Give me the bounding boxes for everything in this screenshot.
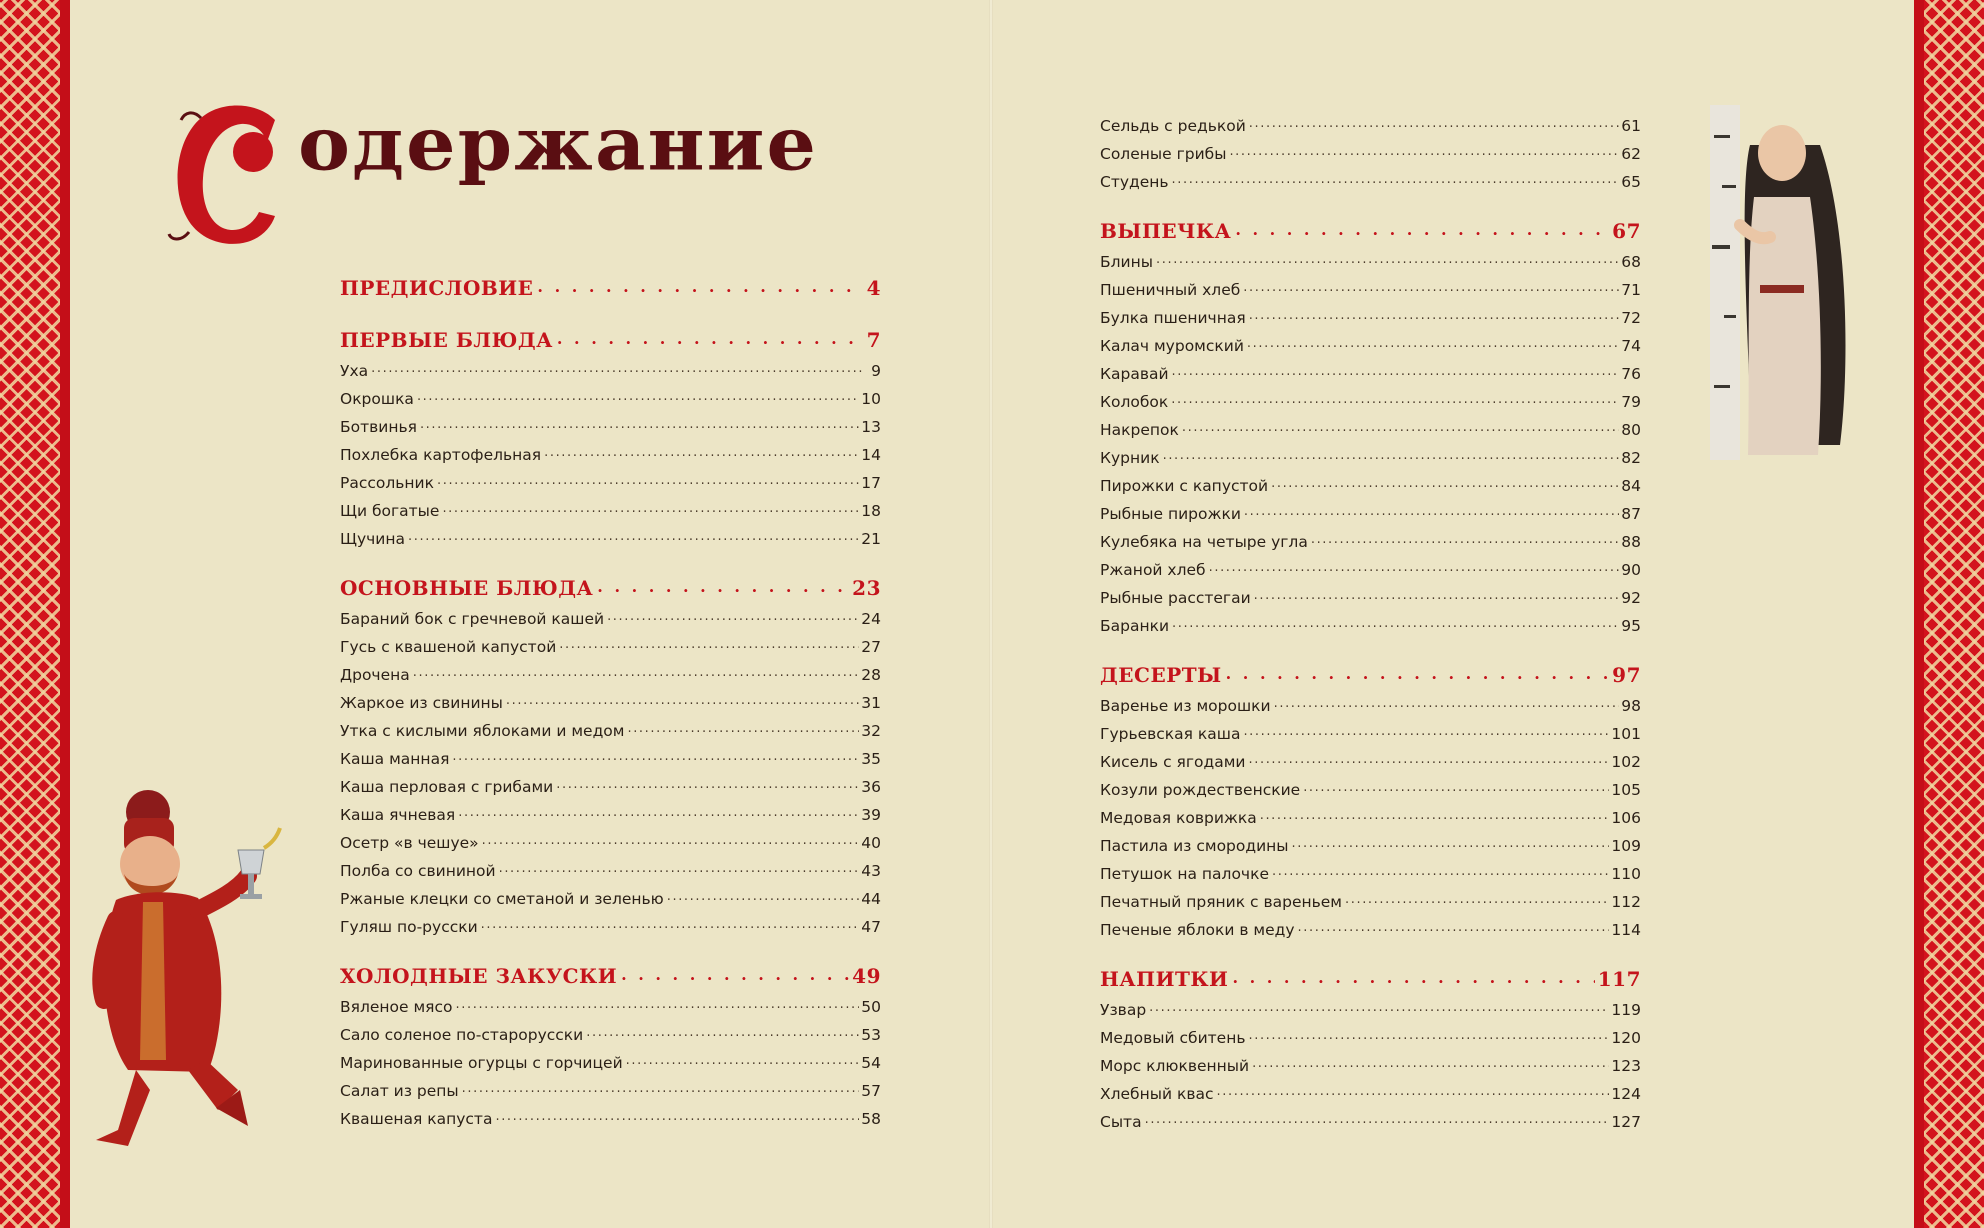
toc-section-left-2[interactable] xyxy=(340,568,881,600)
toc-entry-name: Кисель с ягодами xyxy=(1100,753,1246,771)
toc-entry-page: 120 xyxy=(1611,1029,1641,1047)
toc-entry-page: 79 xyxy=(1621,393,1641,411)
toc-entry-name: Баранки xyxy=(1100,617,1170,635)
toc-entry-page: 82 xyxy=(1621,449,1641,467)
toc-section-right-2[interactable] xyxy=(1100,959,1641,991)
toc-entry-name: Пирожки с капустой xyxy=(1100,477,1269,495)
toc-entry-page: 114 xyxy=(1611,921,1641,939)
toc-entry-page: 28 xyxy=(861,666,881,684)
toc-entry-right-top-2[interactable] xyxy=(1100,163,1641,191)
toc-entry-page: 105 xyxy=(1611,781,1641,799)
toc-entry-page: 98 xyxy=(1621,697,1641,715)
toc-entry-left-2-3[interactable] xyxy=(340,684,881,712)
toc-entry-name: Кулебяка на четыре угла xyxy=(1100,533,1308,551)
toc-entry-name: Каравай xyxy=(1100,365,1169,383)
toc-section-left-0[interactable] xyxy=(340,268,881,300)
toc-entry-page: 13 xyxy=(861,418,881,436)
toc-section-page: 49 xyxy=(852,964,881,988)
toc-entry-left-2-10[interactable] xyxy=(340,880,881,908)
toc-entry-left-2-1[interactable] xyxy=(340,628,881,656)
dot-leader xyxy=(667,889,860,904)
dot-leader xyxy=(1235,220,1609,239)
toc-entry-page: 87 xyxy=(1621,505,1641,523)
toc-entry-left-1-5[interactable] xyxy=(340,492,881,520)
dot-leader xyxy=(1172,616,1619,631)
toc-entry-name: Варенье из морошки xyxy=(1100,697,1271,715)
toc-entry-name: Гусь с квашеной капустой xyxy=(340,638,557,656)
toc-entry-right-2-1[interactable] xyxy=(1100,1019,1641,1047)
dot-leader xyxy=(1226,664,1610,683)
toc-entry-page: 27 xyxy=(861,638,881,656)
toc-entry-right-0-6[interactable] xyxy=(1100,411,1641,439)
toc-entry-right-0-0[interactable] xyxy=(1100,243,1641,271)
toc-entry-name: Каша манная xyxy=(340,750,450,768)
dot-leader xyxy=(1209,560,1620,575)
toc-left-column xyxy=(340,268,881,1128)
toc-entry-right-top-0[interactable] xyxy=(1100,107,1641,135)
toc-section-title: ПРЕДИСЛОВИЕ xyxy=(340,276,534,300)
toc-entry-page: 110 xyxy=(1611,865,1641,883)
section-gap xyxy=(340,548,881,568)
toc-entry-right-1-4[interactable] xyxy=(1100,799,1641,827)
dot-leader xyxy=(1249,116,1619,131)
toc-entry-page: 119 xyxy=(1611,1001,1641,1019)
toc-entry-page: 95 xyxy=(1621,617,1641,635)
dot-leader xyxy=(1244,504,1619,519)
toc-entry-left-2-4[interactable] xyxy=(340,712,881,740)
dot-leader xyxy=(1249,308,1620,323)
dot-leader xyxy=(1274,696,1620,711)
dot-leader xyxy=(1303,780,1609,795)
toc-entry-name: Студень xyxy=(1100,173,1169,191)
toc-entry-name: Медовая коврижка xyxy=(1100,809,1257,827)
toc-section-title: ВЫПЕЧКА xyxy=(1100,219,1232,243)
toc-entry-page: 40 xyxy=(861,834,881,852)
dot-leader xyxy=(627,721,859,736)
toc-entry-page: 80 xyxy=(1621,421,1641,439)
toc-entry-page: 90 xyxy=(1621,561,1641,579)
toc-entry-name: Сельдь с редькой xyxy=(1100,117,1246,135)
right-ornament-border xyxy=(1914,0,1984,1228)
toc-entry-page: 9 xyxy=(871,362,881,380)
toc-entry-left-1-0[interactable] xyxy=(340,352,881,380)
dot-leader xyxy=(1260,808,1610,823)
toc-entry-left-3-0[interactable] xyxy=(340,988,881,1016)
toc-entry-page: 54 xyxy=(861,1054,881,1072)
dot-leader xyxy=(586,1025,859,1040)
dot-leader xyxy=(544,445,859,460)
toc-entry-right-0-2[interactable] xyxy=(1100,299,1641,327)
dot-leader xyxy=(1163,448,1620,463)
toc-entry-name: Рыбные пирожки xyxy=(1100,505,1241,523)
toc-entry-page: 124 xyxy=(1611,1085,1641,1103)
section-gap xyxy=(340,300,881,320)
toc-section-title: ДЕСЕРТЫ xyxy=(1100,663,1222,687)
toc-entry-page: 32 xyxy=(861,722,881,740)
toc-entry-left-2-6[interactable] xyxy=(340,768,881,796)
dot-leader xyxy=(371,361,865,376)
toc-entry-name: Хлебный квас xyxy=(1100,1085,1214,1103)
toc-section-page: 117 xyxy=(1597,967,1641,991)
maiden-with-birch-illustration xyxy=(1700,105,1850,460)
toc-entry-page: 31 xyxy=(861,694,881,712)
toc-entry-name: Курник xyxy=(1100,449,1160,467)
toc-entry-right-0-4[interactable] xyxy=(1100,355,1641,383)
toc-entry-left-3-1[interactable] xyxy=(340,1016,881,1044)
toc-entry-name: Уха xyxy=(340,362,369,380)
toc-entry-right-0-12[interactable] xyxy=(1100,579,1641,607)
toc-entry-right-top-1[interactable] xyxy=(1100,135,1641,163)
dot-leader xyxy=(495,1109,859,1124)
toc-entry-name: Ботвинья xyxy=(340,418,417,436)
toc-section-title: ОСНОВНЫЕ БЛЮДА xyxy=(340,576,594,600)
toc-entry-name: Гурьевская каша xyxy=(1100,725,1241,743)
toc-entry-name: Маринованные огурцы с горчицей xyxy=(340,1054,623,1072)
toc-entry-left-2-9[interactable] xyxy=(340,852,881,880)
dot-leader xyxy=(1272,864,1609,879)
toc-entry-name: Щучина xyxy=(340,530,405,548)
toc-entry-name: Соленые грибы xyxy=(1100,145,1227,163)
toc-entry-left-1-6[interactable] xyxy=(340,520,881,548)
dot-leader xyxy=(1345,892,1609,907)
dot-leader xyxy=(1172,364,1620,379)
toc-entry-page: 123 xyxy=(1611,1057,1641,1075)
dot-leader xyxy=(1149,1000,1609,1015)
dot-leader xyxy=(1156,252,1619,267)
toc-entry-left-2-7[interactable] xyxy=(340,796,881,824)
toc-entry-name: Печеные яблоки в меду xyxy=(1100,921,1295,939)
toc-section-page: 7 xyxy=(866,328,881,352)
dot-leader xyxy=(1298,920,1610,935)
toc-entry-right-0-8[interactable] xyxy=(1100,467,1641,495)
toc-entry-page: 44 xyxy=(861,890,881,908)
boyar-with-goblet-illustration xyxy=(88,790,318,1160)
toc-entry-right-1-7[interactable] xyxy=(1100,883,1641,911)
toc-entry-name: Пастила из смородины xyxy=(1100,837,1289,855)
dot-leader xyxy=(621,965,849,984)
toc-entry-page: 61 xyxy=(1621,117,1641,135)
toc-entry-right-0-9[interactable] xyxy=(1100,495,1641,523)
toc-entry-right-2-3[interactable] xyxy=(1100,1075,1641,1103)
toc-entry-page: 68 xyxy=(1621,253,1641,271)
toc-entry-page: 58 xyxy=(861,1110,881,1128)
toc-entry-name: Окрошка xyxy=(340,390,414,408)
toc-entry-page: 17 xyxy=(861,474,881,492)
toc-entry-right-2-0[interactable] xyxy=(1100,991,1641,1019)
dot-leader xyxy=(1182,420,1619,435)
toc-section-left-1[interactable] xyxy=(340,320,881,352)
toc-entry-name: Утка с кислыми яблоками и медом xyxy=(340,722,625,740)
dot-leader xyxy=(559,637,859,652)
toc-entry-right-1-0[interactable] xyxy=(1100,687,1641,715)
toc-entry-name: Щи богатые xyxy=(340,502,440,520)
toc-entry-right-1-2[interactable] xyxy=(1100,743,1641,771)
toc-entry-name: Печатный пряник с вареньем xyxy=(1100,893,1342,911)
toc-entry-page: 50 xyxy=(861,998,881,1016)
toc-entry-left-3-4[interactable] xyxy=(340,1100,881,1128)
dot-leader xyxy=(442,501,859,516)
toc-entry-name: Морс клюквенный xyxy=(1100,1057,1250,1075)
toc-section-title: ХОЛОДНЫЕ ЗАКУСКИ xyxy=(340,964,618,988)
toc-entry-right-0-1[interactable] xyxy=(1100,271,1641,299)
toc-entry-left-1-3[interactable] xyxy=(340,436,881,464)
toc-entry-left-3-2[interactable] xyxy=(340,1044,881,1072)
toc-entry-name: Петушок на палочке xyxy=(1100,865,1269,883)
toc-entry-name: Осетр «в чешуе» xyxy=(340,834,479,852)
toc-entry-right-1-8[interactable] xyxy=(1100,911,1641,939)
toc-entry-page: 62 xyxy=(1621,145,1641,163)
toc-entry-page: 84 xyxy=(1621,477,1641,495)
toc-entry-name: Калач муромский xyxy=(1100,337,1244,355)
section-gap xyxy=(340,936,881,956)
dot-leader xyxy=(420,417,859,432)
toc-entry-right-1-5[interactable] xyxy=(1100,827,1641,855)
toc-entry-page: 57 xyxy=(861,1082,881,1100)
toc-entry-name: Вяленое мясо xyxy=(340,998,453,1016)
toc-entry-name: Гуляш по-русски xyxy=(340,918,478,936)
toc-entry-right-1-1[interactable] xyxy=(1100,715,1641,743)
dot-leader xyxy=(481,917,860,932)
toc-entry-page: 18 xyxy=(861,502,881,520)
toc-entry-left-2-11[interactable] xyxy=(340,908,881,936)
dot-leader xyxy=(506,693,859,708)
toc-section-left-3[interactable] xyxy=(340,956,881,988)
dot-leader xyxy=(537,277,863,296)
toc-entry-page: 65 xyxy=(1621,173,1641,191)
toc-entry-name: Ржаные клецки со сметаной и зеленью xyxy=(340,890,664,908)
toc-section-right-1[interactable] xyxy=(1100,655,1641,687)
toc-entry-name: Дрочена xyxy=(340,666,410,684)
dot-leader xyxy=(597,577,849,596)
title-text: одержание xyxy=(298,101,819,188)
toc-entry-left-2-5[interactable] xyxy=(340,740,881,768)
toc-entry-name: Пшеничный хлеб xyxy=(1100,281,1241,299)
toc-entry-page: 88 xyxy=(1621,533,1641,551)
dot-leader xyxy=(1247,336,1619,351)
dot-leader xyxy=(1172,172,1620,187)
toc-entry-left-2-2[interactable] xyxy=(340,656,881,684)
toc-entry-page: 106 xyxy=(1611,809,1641,827)
toc-entry-page: 76 xyxy=(1621,365,1641,383)
toc-entry-name: Блины xyxy=(1100,253,1153,271)
dot-leader xyxy=(408,529,859,544)
toc-entry-name: Бараний бок с гречневой кашей xyxy=(340,610,605,628)
section-gap xyxy=(1100,191,1641,211)
toc-entry-right-0-11[interactable] xyxy=(1100,551,1641,579)
toc-entry-name: Похлебка картофельная xyxy=(340,446,542,464)
toc-entry-left-1-2[interactable] xyxy=(340,408,881,436)
toc-right-column xyxy=(1100,107,1641,1131)
toc-entry-page: 53 xyxy=(861,1026,881,1044)
toc-entry-name: Салат из репы xyxy=(340,1082,459,1100)
dot-leader xyxy=(1243,280,1619,295)
toc-entry-right-0-10[interactable] xyxy=(1100,523,1641,551)
left-ornament-border xyxy=(0,0,70,1228)
toc-entry-right-0-3[interactable] xyxy=(1100,327,1641,355)
toc-entry-page: 74 xyxy=(1621,337,1641,355)
dot-leader xyxy=(458,805,859,820)
dot-leader xyxy=(1217,1084,1610,1099)
toc-entry-name: Колобок xyxy=(1100,393,1169,411)
toc-entry-name: Сыта xyxy=(1100,1113,1142,1131)
toc-entry-page: 24 xyxy=(861,610,881,628)
section-gap xyxy=(1100,939,1641,959)
toc-entry-page: 102 xyxy=(1611,753,1641,771)
toc-entry-page: 112 xyxy=(1611,893,1641,911)
toc-entry-right-2-2[interactable] xyxy=(1100,1047,1641,1075)
dot-leader xyxy=(1145,1112,1610,1127)
toc-entry-page: 35 xyxy=(861,750,881,768)
toc-entry-page: 43 xyxy=(861,862,881,880)
toc-section-title: НАПИТКИ xyxy=(1100,967,1229,991)
toc-entry-page: 10 xyxy=(861,390,881,408)
toc-entry-name: Каша перловая с грибами xyxy=(340,778,554,796)
toc-entry-right-1-3[interactable] xyxy=(1100,771,1641,799)
dot-leader xyxy=(1292,836,1610,851)
section-gap xyxy=(1100,635,1641,655)
toc-entry-right-0-7[interactable] xyxy=(1100,439,1641,467)
toc-entry-name: Рыбные расстегаи xyxy=(1100,589,1251,607)
toc-entry-page: 101 xyxy=(1611,725,1641,743)
dot-leader xyxy=(413,665,860,680)
toc-entry-name: Жаркое из свинины xyxy=(340,694,503,712)
dot-leader xyxy=(499,861,860,876)
toc-section-page: 97 xyxy=(1612,663,1641,687)
toc-entry-name: Ржаной хлеб xyxy=(1100,561,1206,579)
toc-entry-left-2-0[interactable] xyxy=(340,600,881,628)
toc-entry-left-2-8[interactable] xyxy=(340,824,881,852)
toc-entry-name: Сало соленое по-старорусски xyxy=(340,1026,584,1044)
toc-entry-right-0-5[interactable] xyxy=(1100,383,1641,411)
toc-entry-page: 39 xyxy=(861,806,881,824)
toc-section-page: 4 xyxy=(866,276,881,300)
toc-entry-page: 21 xyxy=(861,530,881,548)
toc-entry-name: Узвар xyxy=(1100,1001,1147,1019)
toc-entry-name: Каша ячневая xyxy=(340,806,456,824)
toc-section-page: 23 xyxy=(852,576,881,600)
drop-cap-letter xyxy=(163,100,293,250)
dot-leader xyxy=(482,833,860,848)
dot-leader xyxy=(607,609,859,624)
dot-leader xyxy=(1229,144,1619,159)
toc-entry-name: Козули рождественские xyxy=(1100,781,1301,799)
toc-entry-right-1-6[interactable] xyxy=(1100,855,1641,883)
toc-entry-left-3-3[interactable] xyxy=(340,1072,881,1100)
toc-entry-page: 92 xyxy=(1621,589,1641,607)
toc-entry-left-1-1[interactable] xyxy=(340,380,881,408)
dot-leader xyxy=(1271,476,1619,491)
toc-entry-name: Накрепок xyxy=(1100,421,1179,439)
toc-entry-page: 47 xyxy=(861,918,881,936)
dot-leader xyxy=(1254,588,1620,603)
dot-leader xyxy=(1232,968,1594,987)
toc-entry-name: Квашеная капуста xyxy=(340,1110,493,1128)
dot-leader xyxy=(452,749,859,764)
dot-leader xyxy=(437,473,859,488)
toc-entry-right-2-4[interactable] xyxy=(1100,1103,1641,1131)
toc-entry-name: Булка пшеничная xyxy=(1100,309,1246,327)
dot-leader xyxy=(626,1053,860,1068)
toc-section-page: 67 xyxy=(1612,219,1641,243)
toc-section-right-0[interactable] xyxy=(1100,211,1641,243)
dot-leader xyxy=(462,1081,860,1096)
dot-leader xyxy=(1243,724,1609,739)
toc-entry-name: Рассольник xyxy=(340,474,434,492)
dot-leader xyxy=(1252,1056,1609,1071)
toc-entry-name: Медовый сбитень xyxy=(1100,1029,1246,1047)
dot-leader xyxy=(1248,1028,1609,1043)
toc-entry-left-1-4[interactable] xyxy=(340,464,881,492)
toc-entry-page: 127 xyxy=(1611,1113,1641,1131)
toc-section-title: ПЕРВЫЕ БЛЮДА xyxy=(340,328,553,352)
toc-entry-page: 71 xyxy=(1621,281,1641,299)
dot-leader xyxy=(1171,392,1619,407)
dot-leader xyxy=(456,997,860,1012)
toc-entry-name: Полба со свининой xyxy=(340,862,496,880)
toc-entry-page: 109 xyxy=(1611,837,1641,855)
dot-leader xyxy=(557,329,864,348)
toc-entry-right-0-13[interactable] xyxy=(1100,607,1641,635)
dot-leader xyxy=(556,777,859,792)
toc-entry-page: 72 xyxy=(1621,309,1641,327)
toc-entry-page: 36 xyxy=(861,778,881,796)
toc-entry-page: 14 xyxy=(861,446,881,464)
dot-leader xyxy=(1249,752,1610,767)
dot-leader xyxy=(1311,532,1619,547)
dot-leader xyxy=(417,389,859,404)
book-spine xyxy=(989,0,993,1228)
